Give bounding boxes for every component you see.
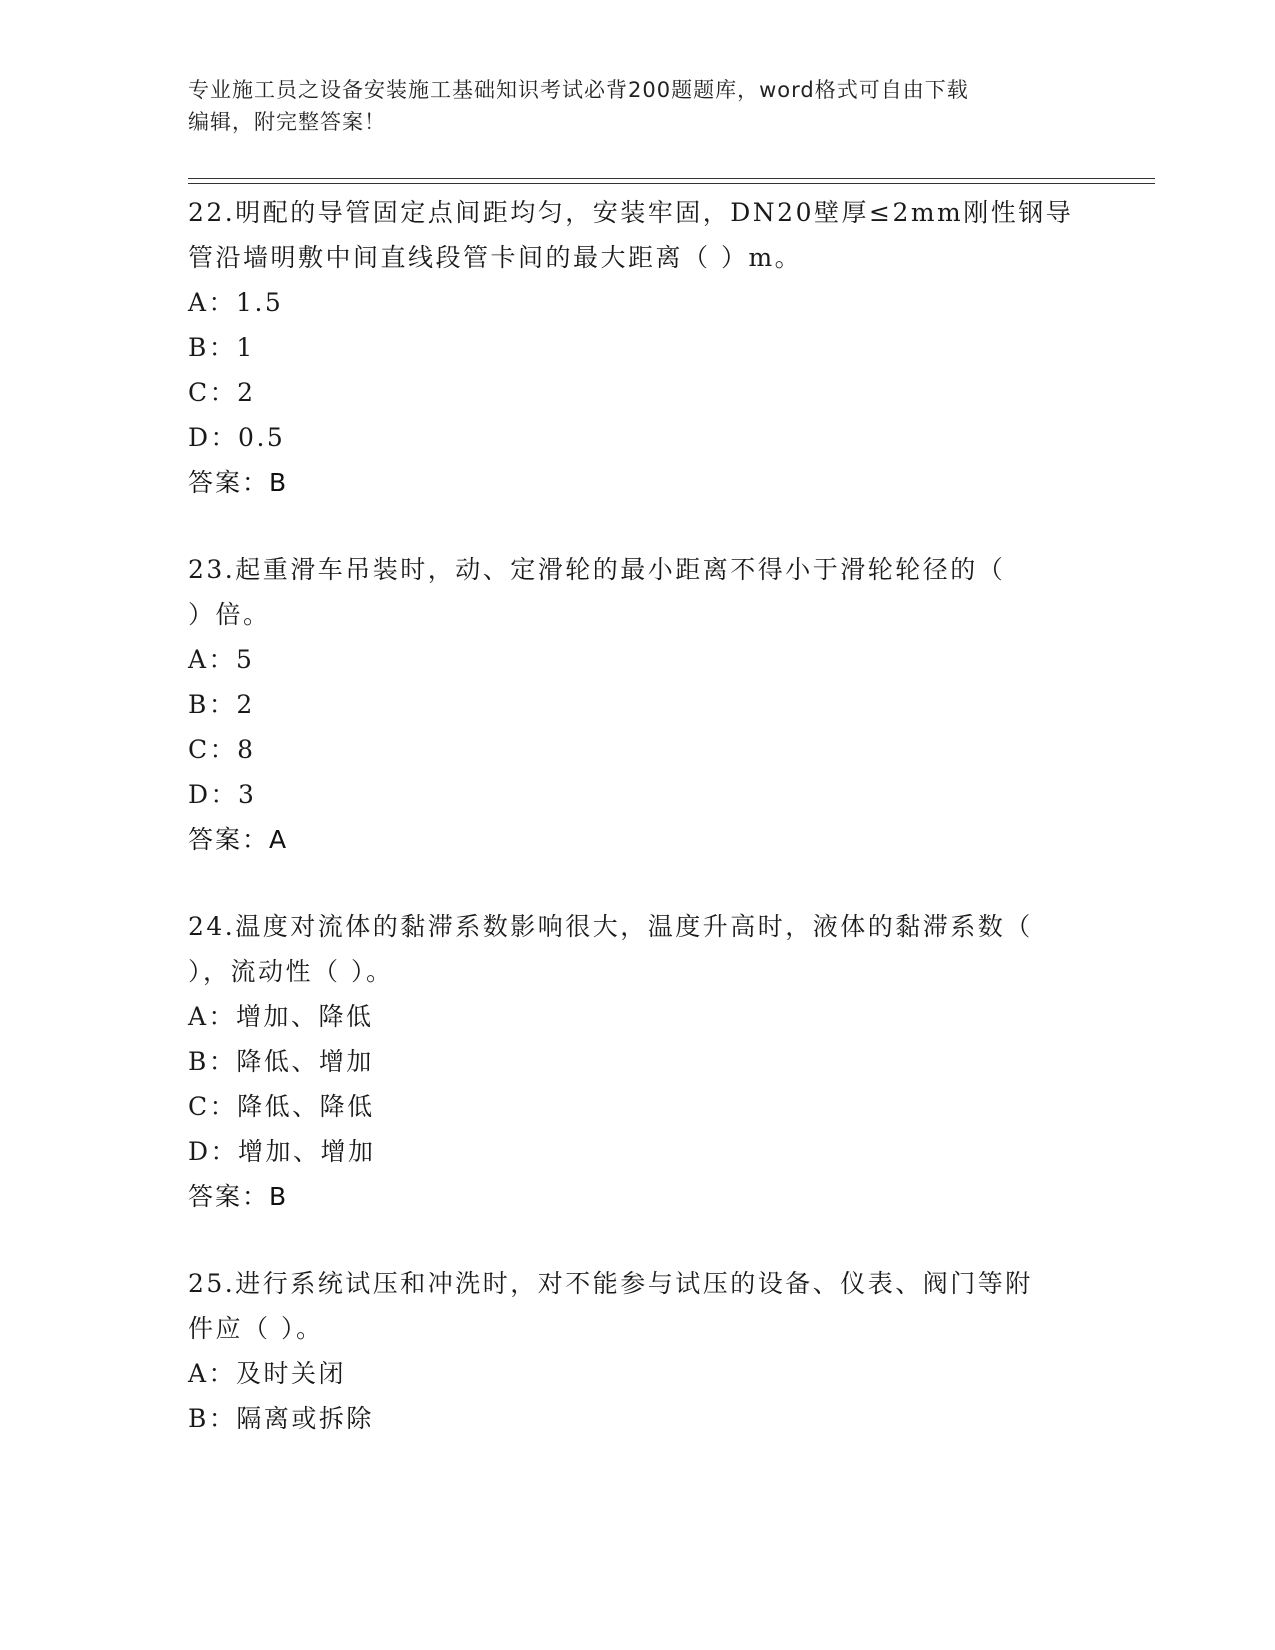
option-b: B：2 xyxy=(188,690,255,719)
question-24 xyxy=(188,904,1088,1219)
question-22 xyxy=(188,190,1088,505)
option-c: C：降低、降低 xyxy=(188,1092,375,1121)
question-text-line: 24.温度对流体的黏滞系数影响很大，温度升高时，液体的黏滞系数（ xyxy=(188,912,1033,941)
option-c: C：2 xyxy=(188,378,256,407)
option-b: B：隔离或拆除 xyxy=(188,1404,374,1433)
question-list xyxy=(188,190,1088,1483)
header-line-1: 专业施工员之设备安装施工基础知识考试必背200题题库，word格式可自由下载 xyxy=(188,78,969,102)
question-text-line: 管沿墙明敷中间直线段管卡间的最大距离（ ）m。 xyxy=(188,243,803,272)
header-divider-bottom xyxy=(188,183,1155,184)
header-line-2: 编辑，附完整答案！ xyxy=(188,110,386,134)
option-d: D：增加、增加 xyxy=(188,1137,376,1166)
question-text xyxy=(188,1261,1088,1351)
question-text xyxy=(188,190,1088,280)
answer: 答案：B xyxy=(188,468,289,497)
option-c: C：8 xyxy=(188,735,256,764)
option-a: A：及时关闭 xyxy=(188,1359,347,1388)
question-text-line: 25.进行系统试压和冲洗时，对不能参与试压的设备、仪表、阀门等附 xyxy=(188,1269,1033,1298)
document-header xyxy=(188,74,1088,138)
answer: 答案：B xyxy=(188,1182,289,1211)
question-text-line: 件应（ ）。 xyxy=(188,1314,324,1343)
option-b: B：降低、增加 xyxy=(188,1047,374,1076)
question-25 xyxy=(188,1261,1088,1441)
option-d: D：3 xyxy=(188,780,257,809)
option-a: A：增加、降低 xyxy=(188,1002,374,1031)
header-divider-top xyxy=(188,178,1155,179)
question-text-line: 23.起重滑车吊装时，动、定滑轮的最小距离不得小于滑轮轮径的（ xyxy=(188,555,1006,584)
answer: 答案：A xyxy=(188,825,289,854)
question-text-line: ），流动性（ ）。 xyxy=(188,957,394,986)
question-text-line: ）倍。 xyxy=(188,600,271,629)
option-a: A：5 xyxy=(188,645,255,674)
option-b: B：1 xyxy=(188,333,255,362)
option-d: D：0.5 xyxy=(188,423,286,452)
question-text-line: 22.明配的导管固定点间距均匀，安装牢固，DN20壁厚≤2mm刚性钢导 xyxy=(188,198,1074,227)
question-text xyxy=(188,547,1088,637)
option-a: A：1.5 xyxy=(188,288,284,317)
question-23 xyxy=(188,547,1088,862)
question-text xyxy=(188,904,1088,994)
